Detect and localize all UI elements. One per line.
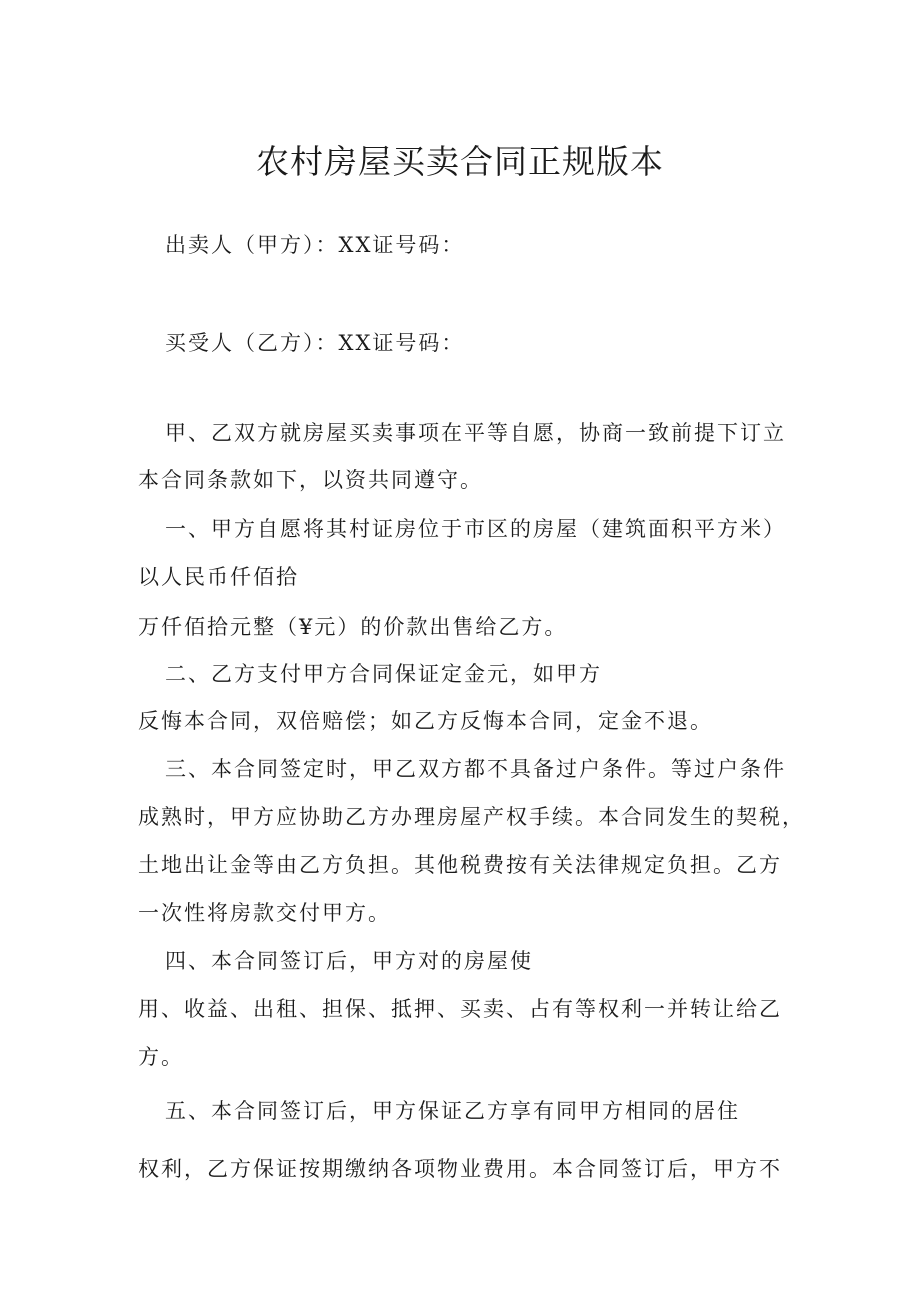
clause-3-line-2: 成熟时，甲方应协助乙方办理房屋产权手续。本合同发生的契税， [138, 805, 805, 829]
clause-5-line-1: 五、本合同签订后，甲方保证乙方享有同甲方相同的居住 [165, 1099, 740, 1123]
clause-1-line-3: 万仟佰拾元整（¥元）的价款出售给乙方。 [138, 615, 568, 639]
document-title: 农村房屋买卖合同正规版本 [256, 142, 664, 181]
clause-4-line-2: 用、收益、出租、担保、抵押、买卖、占有等权利一并转让给乙 [138, 997, 782, 1021]
buyer-line: 买受人（乙方）：XX证号码： [165, 331, 465, 355]
clause-2-line-2: 反悔本合同，双倍赔偿；如乙方反悔本合同，定金不退。 [138, 709, 713, 733]
clause-3-line-4: 一次性将房款交付甲方。 [138, 901, 391, 925]
clause-1-line-2: 以人民币仟佰拾 [138, 565, 299, 589]
clause-5-line-2: 权利，乙方保证按期缴纳各项物业费用。本合同签订后，甲方不 [138, 1157, 782, 1181]
clause-4-line-1: 四、本合同签订后，甲方对的房屋使 [165, 949, 533, 973]
clause-2-line-1: 二、乙方支付甲方合同保证定金元，如甲方 [165, 662, 602, 686]
preamble-line-1: 甲、乙双方就房屋买卖事项在平等自愿，协商一致前提下订立 [165, 421, 786, 445]
clause-3-line-3: 土地出让金等由乙方负担。其他税费按有关法律规定负担。乙方 [138, 853, 782, 877]
seller-line: 出卖人（甲方）：XX证号码： [165, 233, 465, 257]
clause-3-line-1: 三、本合同签定时，甲乙双方都不具备过户条件。等过户条件 [165, 757, 786, 781]
clause-4-line-3: 方。 [138, 1045, 184, 1069]
clause-1-line-1: 一、甲方自愿将其村证房位于市区的房屋（建筑面积平方米） [165, 517, 786, 541]
preamble-line-2: 本合同条款如下，以资共同遵守。 [138, 468, 483, 492]
